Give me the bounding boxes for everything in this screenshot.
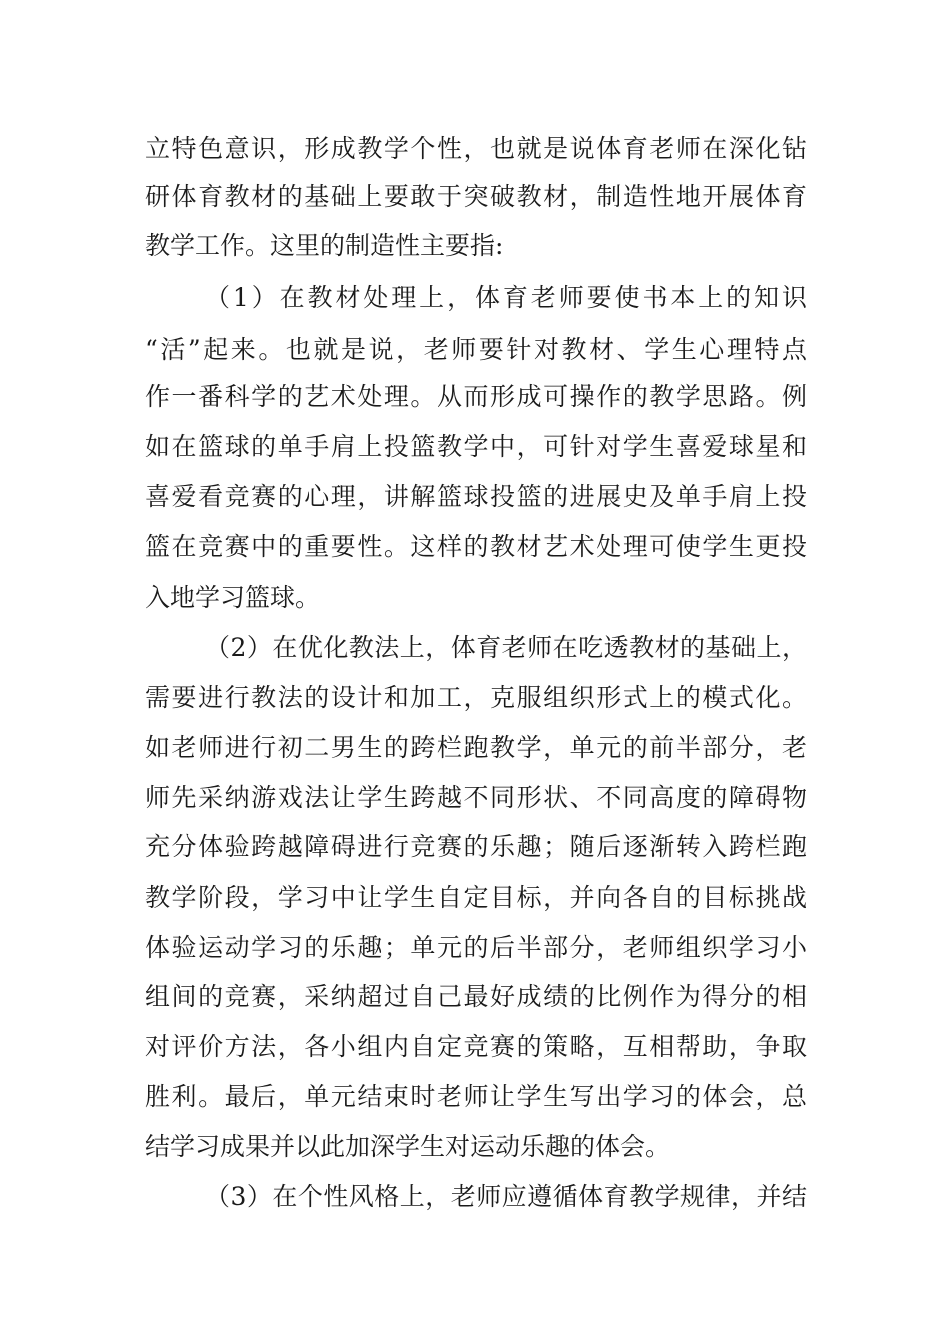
text-line: 喜爱看竞赛的心理，讲解篮球投篮的进展史及单手肩上投	[145, 482, 807, 511]
text-line: 师先采纳游戏法让学生跨越不同形状、不同高度的障碍物	[145, 783, 807, 812]
text-line: 如在篮球的单手肩上投篮教学中，可针对学生喜爱球星和	[145, 432, 807, 461]
text-line: （2）在优化教法上，体育老师在吃透教材的基础上，	[205, 633, 807, 662]
text-line: （3）在个性风格上，老师应遵循体育教学规律，并结	[205, 1182, 807, 1211]
text-line: （1）在教材处理上，体育老师要使书本上的知识	[205, 283, 807, 312]
text-line: 教学阶段，学习中让学生自定目标，并向各自的目标挑战	[145, 883, 807, 912]
text-line: 结学习成果并以此加深学生对运动乐趣的体会。	[145, 1132, 671, 1161]
text-line: 胜利。最后，单元结束时老师让学生写出学习的体会，总	[145, 1082, 807, 1111]
text-line: 如老师进行初二男生的跨栏跑教学，单元的前半部分，老	[145, 733, 807, 762]
text-line: 对评价方法，各小组内自定竞赛的策略，互相帮助，争取	[145, 1032, 807, 1061]
text-line: 立特色意识，形成教学个性，也就是说体育老师在深化钻	[145, 134, 807, 163]
text-line: 组间的竞赛，采纳超过自己最好成绩的比例作为得分的相	[145, 982, 807, 1011]
text-line: 作一番科学的艺术处理。从而形成可操作的教学思路。例	[145, 382, 807, 411]
text-line: 体验运动学习的乐趣；单元的后半部分，老师组织学习小	[145, 933, 807, 962]
text-line: 充分体验跨越障碍进行竞赛的乐趣；随后逐渐转入跨栏跑	[145, 832, 807, 861]
text-line: 篮在竞赛中的重要性。这样的教材艺术处理可使学生更投	[145, 532, 807, 561]
text-line: 需要进行教法的设计和加工，克服组织形式上的模式化。	[145, 683, 807, 712]
text-line: “活”起来。也就是说，老师要针对教材、学生心理特点	[145, 335, 807, 364]
text-line: 研体育教材的基础上要敢于突破教材，制造性地开展体育	[145, 182, 807, 211]
text-line: 入地学习篮球。	[145, 583, 321, 612]
text-line: 教学工作。这里的制造性主要指:	[145, 231, 504, 260]
